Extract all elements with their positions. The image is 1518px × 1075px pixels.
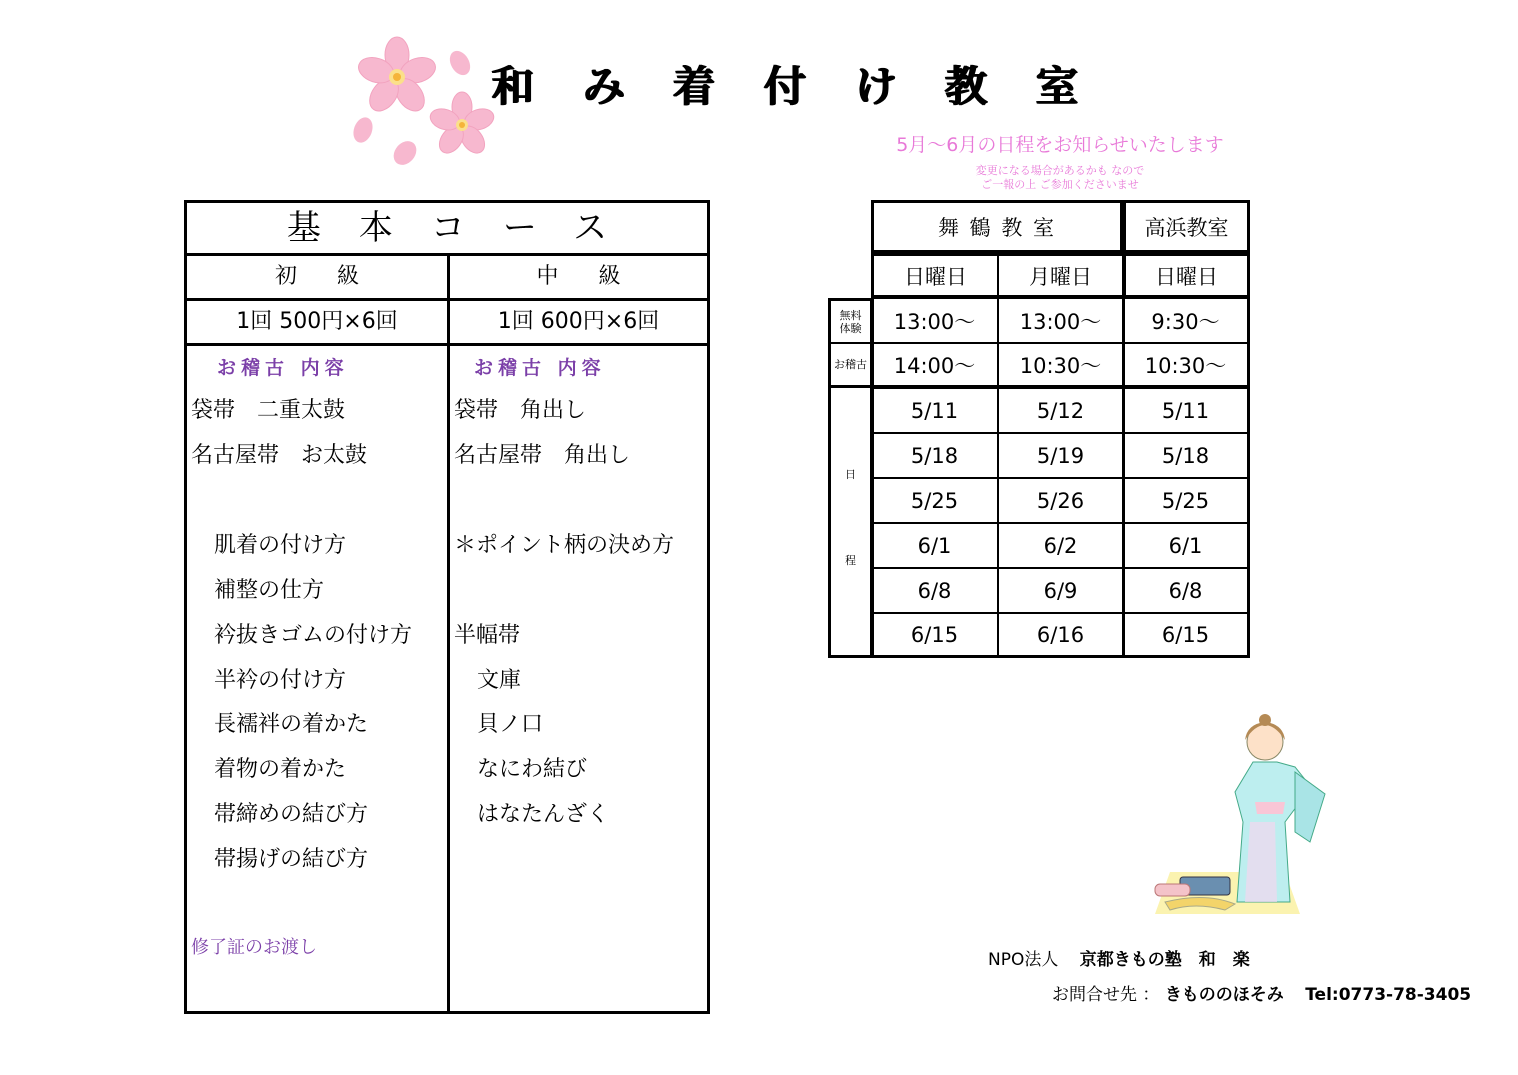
day-cell: 日曜日: [871, 253, 998, 298]
organization-line: [988, 945, 1250, 970]
title-char: け: [855, 62, 898, 111]
date-cell: 6/16: [998, 613, 1123, 658]
date-cell: 6/9: [998, 568, 1123, 613]
date-cell: 5/26: [998, 478, 1123, 523]
maizuru-classroom-header: 舞 鶴 教 室: [871, 200, 1123, 253]
beginner-item: 衿抜きゴムの付け方: [214, 623, 413, 648]
date-cell: 5/11: [1123, 388, 1250, 433]
lesson-time: 14:00～: [871, 343, 998, 388]
beginner-item: 肌着の付け方: [214, 533, 347, 558]
intermediate-item: 袋帯 角出し: [454, 398, 587, 423]
kimono-lady-illustration: [1125, 712, 1330, 917]
intermediate-item: 名古屋帯 角出し: [454, 443, 631, 468]
beginner-item: 長襦袢の着かた: [214, 712, 369, 737]
sakura-decoration: [345, 35, 500, 170]
lesson-time: 10:30～: [1123, 343, 1250, 388]
beginner-level: 初級: [274, 264, 399, 289]
beginner-item: 着物の着かた: [214, 757, 347, 782]
intermediate-content-heading: お稽古 内容: [474, 357, 606, 379]
takahama-classroom-header: 高浜教室: [1123, 200, 1250, 253]
petal-icon: [389, 137, 421, 170]
petal-icon: [446, 47, 475, 79]
notice-line: 変更になる場合があるかも なので: [975, 164, 1145, 177]
kimono-lady-icon: [1235, 714, 1325, 902]
date-cell: 6/2: [998, 523, 1123, 568]
course-table: [184, 200, 710, 1014]
date-cell: 5/18: [871, 433, 998, 478]
contact-name: きもののほそみ: [1164, 985, 1284, 1005]
title-char: 着: [673, 62, 716, 111]
date-cell: 6/1: [871, 523, 998, 568]
completion-note: 修了証のお渡し: [191, 937, 317, 958]
sakura-icon: [355, 37, 439, 116]
beginner-item: 帯揚げの結び方: [214, 847, 369, 872]
title-char: 室: [1036, 62, 1079, 111]
date-cell: 5/12: [998, 388, 1123, 433]
date-cell: 6/8: [1123, 568, 1250, 613]
day-cell: 日曜日: [1123, 253, 1250, 298]
intermediate-item: 半幅帯: [454, 623, 521, 648]
intermediate-item: 文庫: [477, 668, 522, 693]
contact-line: [1052, 980, 1471, 1005]
title-char: 付: [764, 62, 807, 111]
org-prefix: NPO法人: [988, 950, 1059, 970]
beginner-item: 袋帯 二重太鼓: [191, 398, 346, 423]
lesson-label: お稽古: [828, 343, 871, 388]
notice-line: ご一報の上 ご参加くださいませ: [981, 178, 1139, 191]
date-cell: 5/19: [998, 433, 1123, 478]
date-cell: 5/25: [1123, 478, 1250, 523]
beginner-item: 補整の仕方: [214, 578, 325, 603]
trial-label: 無料体験: [828, 298, 871, 343]
table-divider: [1122, 200, 1125, 658]
intermediate-item: ＊ポイント柄の決め方: [454, 533, 675, 558]
sakura-icon: [428, 92, 497, 158]
lesson-time: 10:30～: [998, 343, 1123, 388]
date-cell: 6/15: [1123, 613, 1250, 658]
trial-time: 13:00～: [871, 298, 998, 343]
date-cell: 6/8: [871, 568, 998, 613]
column-divider: [447, 256, 450, 1011]
schedule-label: [828, 388, 871, 658]
beginner-content-heading: お稽古 内容: [217, 357, 349, 379]
trial-time: 13:00～: [998, 298, 1123, 343]
table-divider: [871, 200, 874, 658]
subtitle: 5月～6月の日程をお知らせいたします: [896, 134, 1224, 156]
intermediate-level: 中級: [536, 264, 661, 289]
title-char: 和: [492, 62, 535, 111]
beginner-item: 帯締めの結び方: [214, 802, 369, 827]
date-cell: 6/1: [1123, 523, 1250, 568]
title-char: み: [583, 62, 626, 111]
contact-label: お問合せ先 ：: [1052, 985, 1160, 1005]
intermediate-item: はなたんざく: [477, 802, 610, 827]
phone-number: Tel:0773-78-3405: [1305, 985, 1472, 1005]
date-cell: 5/11: [871, 388, 998, 433]
beginner-item: 半衿の付け方: [214, 668, 347, 693]
intermediate-price: 1回 600円×6回: [497, 309, 660, 334]
schedule-label-char: 日: [845, 468, 856, 481]
beginner-item: 名古屋帯 お太鼓: [191, 443, 368, 468]
date-cell: 5/25: [871, 478, 998, 523]
org-name: 京都きもの塾 和 楽: [1079, 950, 1250, 970]
course-title: 基本コース: [187, 203, 707, 256]
intermediate-item: なにわ結び: [477, 757, 588, 782]
beginner-price: 1回 500円×6回: [236, 309, 398, 334]
day-cell: 月曜日: [998, 253, 1123, 298]
title-char: 教: [945, 62, 988, 111]
schedule-label-char: 程: [845, 554, 856, 567]
intermediate-item: 貝ノ口: [477, 712, 544, 737]
date-cell: 5/18: [1123, 433, 1250, 478]
date-cell: 6/15: [871, 613, 998, 658]
petal-icon: [350, 115, 376, 146]
trial-time: 9:30～: [1123, 298, 1250, 343]
